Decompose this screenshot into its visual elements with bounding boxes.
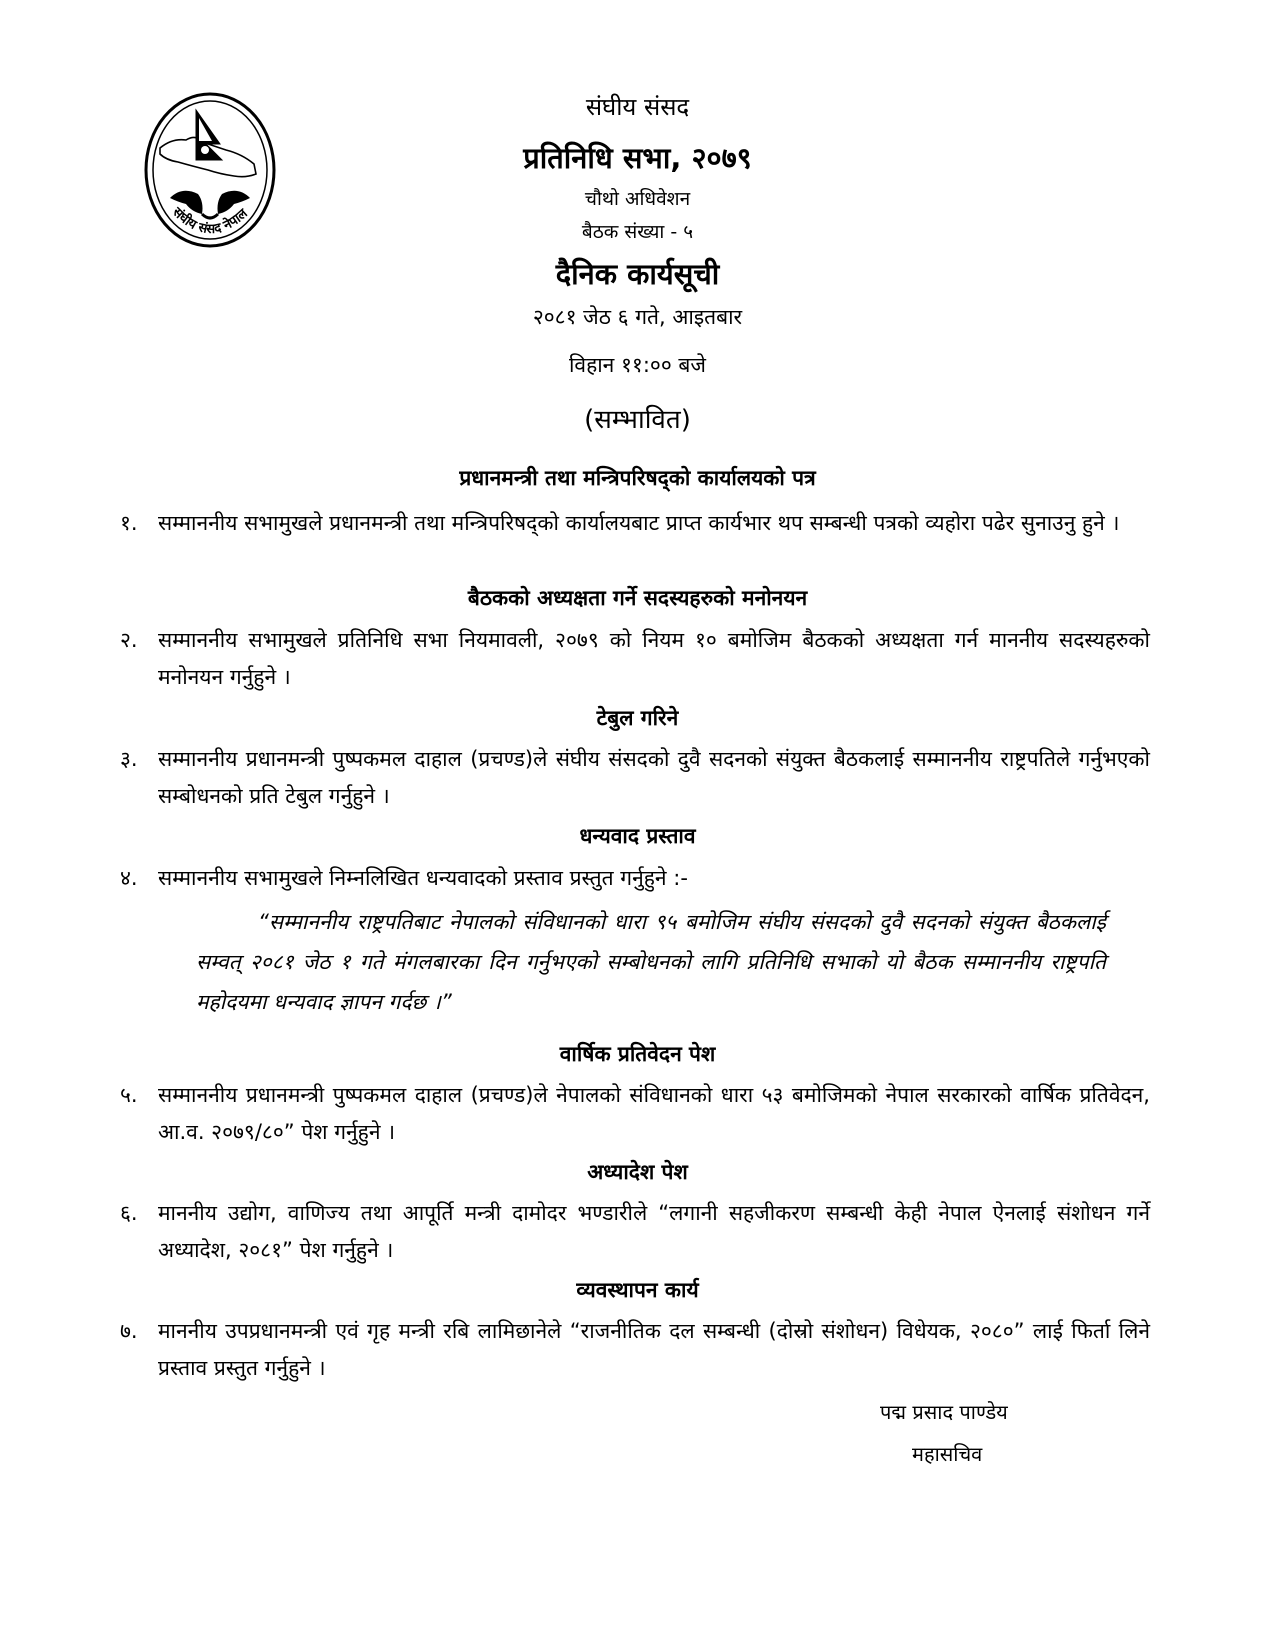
item-number: ७. — [120, 1319, 138, 1343]
item-text: माननीय उपप्रधानमन्त्री एवं गृह मन्त्री रबि लामिछानेले “राजनीतिक दल सम्बन्धी (दोस्रो संशोधन) विधेयक, २०८०” लाई फिर्ता लिने प्रस्ताव प्रस्तुत गर्नुहुने । — [158, 1319, 1150, 1380]
agenda-item — [120, 1313, 1150, 1387]
section-heading: वार्षिक प्रतिवेदन पेश — [559, 1042, 716, 1066]
section-heading: बैठकको अध्यक्षता गर्ने सदस्यहरुको मनोनयन — [467, 586, 808, 610]
agenda-item — [120, 860, 1150, 897]
section-heading: धन्यवाद प्रस्ताव — [579, 824, 696, 848]
item-number: ५. — [120, 1083, 138, 1107]
section-heading: व्यवस्थापन कार्य — [576, 1278, 699, 1302]
parliament-name: संघीय संसद — [585, 93, 690, 121]
motion-quote: “सम्माननीय राष्ट्रपतिबाट नेपालको संविधानको धारा ९५ बमोजिम संघीय संसदको दुवै सदनको संयुक्त बैठकलाई सम्वत् २०८१ जेठ १ गते मंगलबारका दिन गर्नुभएको सम्बोधनको लागि प्रतिनिधि सभाको यो बैठक सम्माननीय राष्ट्रपति महोदयमा धन्यवाद ज्ञापन गर्दछ ।” — [196, 910, 1106, 1014]
item-number: ६. — [120, 1201, 138, 1225]
signatory-designation: महासचिव — [912, 1442, 983, 1466]
item-number: ३. — [120, 747, 138, 771]
section-heading: प्रधानमन्त्री तथा मन्त्रिपरिषद्को कार्यालयको पत्र — [459, 466, 816, 490]
item-text: माननीय उद्योग, वाणिज्य तथा आपूर्ति मन्त्री दामोदर भण्डारीले “लगानी सहजीकरण सम्बन्धी केही नेपाल ऐनलाई संशोधन गर्ने अध्यादेश, २०८१” पेश गर्नुहुने । — [158, 1201, 1150, 1262]
item-number: ४. — [120, 866, 138, 890]
agenda-time: विहान ११:०० बजे — [568, 353, 707, 377]
agenda-item — [120, 741, 1150, 815]
agenda-status: (सम्भावित) — [584, 405, 691, 435]
house-title: प्रतिनिधि सभा, २०७९ — [523, 141, 752, 175]
session-label: चौथो अधिवेशन — [584, 188, 691, 210]
agenda-item — [120, 505, 1150, 542]
item-text: सम्माननीय प्रधानमन्त्री पुष्पकमल दाहाल (प्रचण्ड)ले संघीय संसदको दुवै सदनको संयुक्त बैठकलाई सम्माननीय राष्ट्रपतिले गर्नुभएको सम्बोधनको प्रति टेबुल गर्नुहुने । — [158, 747, 1150, 808]
agenda-date: २०८१ जेठ ६ गते, आइतबार — [532, 305, 743, 329]
agenda-item — [120, 1077, 1150, 1151]
item-number: २. — [120, 628, 138, 652]
item-text: सम्माननीय सभामुखले प्रधानमन्त्री तथा मन्त्रिपरिषद्को कार्यालयबाट प्राप्त कार्यभार थप सम्बन्धी पत्रको व्यहोरा पढेर सुनाउनु हुने । — [158, 511, 1120, 535]
agenda-title: दैनिक कार्यसूची — [555, 257, 720, 291]
item-number: १. — [120, 511, 138, 535]
agenda-item — [120, 1195, 1150, 1269]
item-text: सम्माननीय प्रधानमन्त्री पुष्पकमल दाहाल (प्रचण्ड)ले नेपालको संविधानको धारा ५३ बमोजिमको नेपाल सरकारको वार्षिक प्रतिवेदन, आ.व. २०७९/८०” पेश गर्नुहुने । — [158, 1083, 1150, 1144]
section-heading: टेबुल गरिने — [596, 706, 679, 730]
agenda-item — [120, 622, 1150, 696]
item-text: सम्माननीय सभामुखले निम्नलिखित धन्यवादको प्रस्ताव प्रस्तुत गर्नुहुने :- — [158, 866, 688, 890]
emblem-caption: संघीय संसद नेपाल — [169, 204, 251, 238]
item-text: सम्माननीय सभामुखले प्रतिनिधि सभा नियमावली, २०७९ को नियम १० बमोजिम बैठकको अध्यक्षता गर्न माननीय सदस्यहरुको मनोनयन गर्नुहुने । — [158, 628, 1150, 689]
signatory-name: पद्म प्रसाद पाण्डेय — [880, 1400, 1008, 1424]
meeting-number: बैठक संख्या - ५ — [581, 221, 694, 243]
section-heading: अध्यादेश पेश — [587, 1160, 688, 1184]
